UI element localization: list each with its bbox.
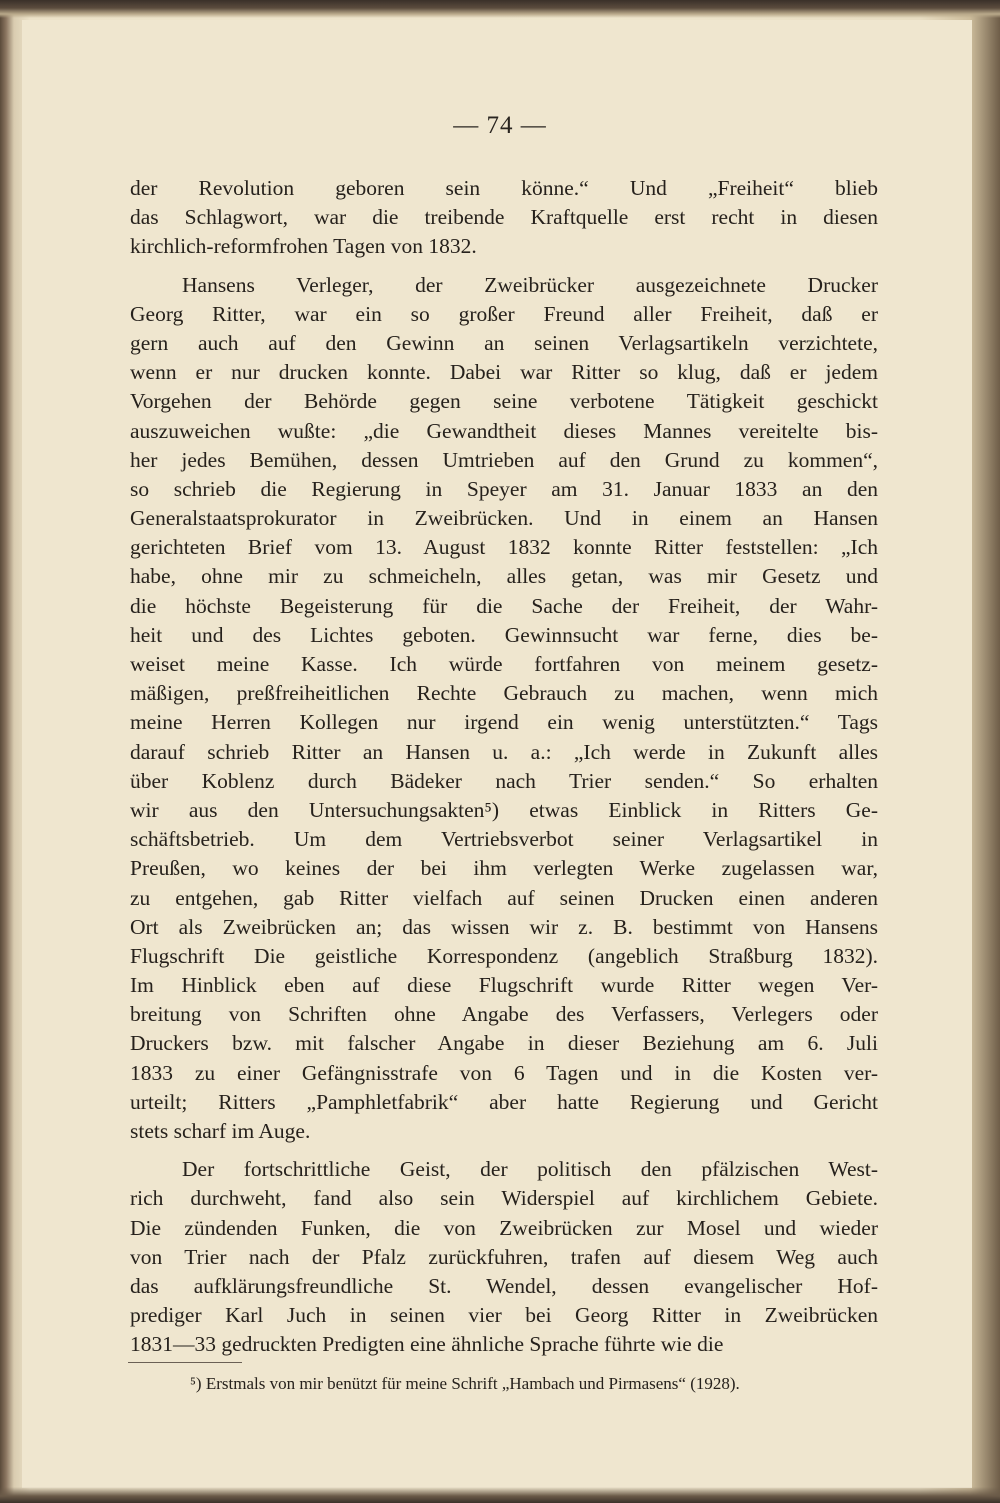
- text-line: urteilt; Ritters „Pamphletfabrik“ aber hatte Regierung und Gericht: [130, 1089, 878, 1114]
- text-line: meine Herren Kollegen nur irgend ein wenig unterstützten.“ Tags: [130, 710, 878, 735]
- text-line: 1831—33 gedruckten Predigten eine ähnliche Sprache führte wie die: [130, 1332, 724, 1357]
- text-line: heit und des Lichtes geboten. Gewinnsucht war ferne, dies be-: [130, 622, 878, 647]
- footnote: ⁵) Erstmals von mir benützt für meine Schrift „Hambach und Pirmasens“ (1928).: [190, 1374, 740, 1393]
- paragraph-spacer: [130, 262, 878, 271]
- body-text: [130, 174, 878, 1360]
- text-line: mäßigen, preßfreiheitlichen Rechte Gebrauch zu machen, wenn mich: [130, 681, 878, 706]
- text-line: habe, ohne mir zu schmeicheln, alles getan, was mir Gesetz und: [130, 564, 878, 589]
- text-line: gern auch auf den Gewinn an seinen Verlagsartikeln verzichtete,: [130, 330, 878, 355]
- text-line: Der fortschrittliche Geist, der politisch den pfälzischen West-: [182, 1157, 878, 1182]
- text-line: zu entgehen, gab Ritter vielfach auf seinen Drucken einen anderen: [130, 885, 878, 910]
- paragraph: [130, 271, 878, 1147]
- book-top-edge: [0, 0, 1000, 18]
- text-line: kirchlich-reformfrohen Tagen von 1832.: [130, 234, 477, 259]
- paragraph: [130, 174, 878, 262]
- text-line: über Koblenz durch Bädeker nach Trier senden.“ So erhalten: [130, 768, 878, 793]
- text-line: Druckers bzw. mit falscher Angabe in dieser Beziehung am 6. Juli: [130, 1031, 878, 1056]
- text-line: wir aus den Untersuchungsakten⁵) etwas Einblick in Ritters Ge-: [130, 797, 878, 822]
- text-line: Georg Ritter, war ein so großer Freund aller Freiheit, daß er: [130, 301, 878, 326]
- text-line: her jedes Bemühen, dessen Umtrieben auf den Grund zu kommen“,: [130, 447, 878, 472]
- text-line: rich durchweht, fand also sein Widerspiel auf kirchlichem Gebiete.: [130, 1186, 878, 1211]
- text-line: 1833 zu einer Gefängnisstrafe von 6 Tagen und in die Kosten ver-: [130, 1060, 878, 1085]
- footnote-rule: [128, 1362, 242, 1363]
- text-line: Flugschrift Die geistliche Korrespondenz (angeblich Straßburg 1832).: [130, 943, 878, 968]
- paragraph-spacer: [130, 1146, 878, 1155]
- page-number: — 74 —: [453, 112, 547, 139]
- text-line: breitung von Schriften ohne Angabe des Verfassers, Verlegers oder: [130, 1002, 878, 1027]
- text-line: Ort als Zweibrücken an; das wissen wir z. B. bestimmt von Hansens: [130, 914, 878, 939]
- text-line: Generalstaatsprokurator in Zweibrücken. Und in einem an Hansen: [130, 506, 878, 531]
- text-line: der Revolution geboren sein könne.“ Und „Freiheit“ blieb: [130, 176, 878, 200]
- text-line: weiset meine Kasse. Ich würde fortfahren von meinem gesetz-: [130, 652, 878, 676]
- text-line: wenn er nur drucken konnte. Dabei war Ritter so klug, daß er jedem: [130, 360, 878, 385]
- text-line: von Trier nach der Pfalz zurückfuhren, trafen auf diesem Weg auch: [130, 1244, 878, 1269]
- text-line: Hansens Verleger, der Zweibrücker ausgezeichnete Drucker: [182, 272, 878, 297]
- text-line: darauf schrieb Ritter an Hansen u. a.: „Ich werde in Zukunft alles: [130, 739, 878, 764]
- text-line: Die zündenden Funken, die von Zweibrücken zur Mosel und wieder: [130, 1215, 878, 1240]
- text-line: gerichteten Brief vom 13. August 1832 konnte Ritter feststellen: „Ich: [130, 535, 878, 560]
- text-line: Preußen, wo keines der bei ihm verlegten Werke zugelassen war,: [130, 856, 878, 881]
- paragraph: [130, 1155, 878, 1359]
- text-line: Im Hinblick eben auf diese Flugschrift wurde Ritter wegen Ver-: [130, 973, 878, 998]
- text-line: Vorgehen der Behörde gegen seine verbotene Tätigkeit geschickt: [130, 389, 878, 414]
- text-line: schäftsbetrieb. Um dem Vertriebsverbot seiner Verlagsartikel in: [130, 827, 878, 852]
- text-line: so schrieb die Regierung in Speyer am 31. Januar 1833 an den: [130, 476, 878, 501]
- text-line: die höchste Begeisterung für die Sache der Freiheit, der Wahr-: [130, 593, 878, 618]
- text-line: prediger Karl Juch in seinen vier bei Georg Ritter in Zweibrücken: [130, 1303, 878, 1328]
- text-line: das Schlagwort, war die treibende Kraftquelle erst recht in diesen: [130, 205, 878, 230]
- text-line: das aufklärungsfreundliche St. Wendel, dessen evangelischer Hof-: [130, 1273, 878, 1298]
- text-line: stets scharf im Auge.: [130, 1119, 311, 1143]
- book-bottom-edge: [0, 1487, 1000, 1503]
- text-line: auszuweichen wußte: „die Gewandtheit dieses Mannes vereitelte bis-: [130, 418, 878, 443]
